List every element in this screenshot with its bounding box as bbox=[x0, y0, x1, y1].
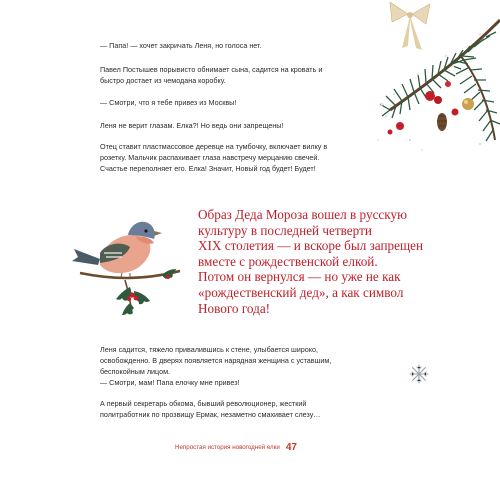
page-footer bbox=[175, 440, 297, 454]
pull-quote-line: «рождественский дед», а как символ bbox=[198, 284, 404, 300]
page-number: 47 bbox=[285, 441, 297, 453]
pull-quote-line: Нового года! bbox=[198, 300, 271, 316]
paragraph-7: — Смотри, мам! Папа елочку мне привез! bbox=[100, 378, 240, 387]
paragraph-4: Леня не верит глазам. Елка?! Но ведь они запрещены! bbox=[100, 121, 284, 130]
pull-quote-line: культуру в последней четверти bbox=[198, 222, 372, 238]
paragraph-6: Леня садится, тяжело привалившись к стене, улыбается широко, освобожденно. В дверях появляется нарядная женщина с уставшим, беспокойным лицом. bbox=[100, 345, 332, 376]
paragraph-5: Отец ставит пластмассовое деревце на тумбочку, включает вилку в розетку. Мальчик распахивает глаза навстречу мерцанию свечей. Счастье переполняет его. Елка! Значит, Новый год будет! Будет! bbox=[100, 142, 328, 173]
bird bbox=[72, 222, 162, 277]
christmas-branch-illustration bbox=[330, 0, 500, 170]
paragraph-1: — Папа! — хочет закричать Леня, но голоса нет. bbox=[100, 41, 262, 50]
pull-quote-line: вместе с рождественской елкой. bbox=[198, 253, 378, 269]
red-ornaments bbox=[388, 81, 459, 135]
paragraph-8: А первый секретарь обкома, бывший революционер, жесткий политработник по прозвищу Ермак, незаметно смахивает слезу… bbox=[100, 399, 321, 419]
pull-quote-line: XIX столетия — и вскоре был запрещен bbox=[198, 238, 424, 254]
ribbon-bow bbox=[390, 2, 430, 50]
running-title: Непростая история новогодней елки bbox=[175, 443, 280, 451]
paragraph-3: — Смотри, что я тебе привез из Москвы! bbox=[100, 98, 237, 107]
snowflake-icon bbox=[408, 363, 430, 385]
pull-quote-line: Потом он вернулся — но уже не как bbox=[198, 269, 401, 285]
pull-quote-line: Образ Деда Мороза вошел в русскую bbox=[198, 207, 407, 222]
bird-on-holly-illustration bbox=[70, 195, 195, 320]
paragraph-2: Павел Постышев порывисто обнимает сына, садится на кровать и быстро достает из чемодана коробку. bbox=[100, 65, 323, 85]
pull-quote bbox=[198, 207, 424, 316]
